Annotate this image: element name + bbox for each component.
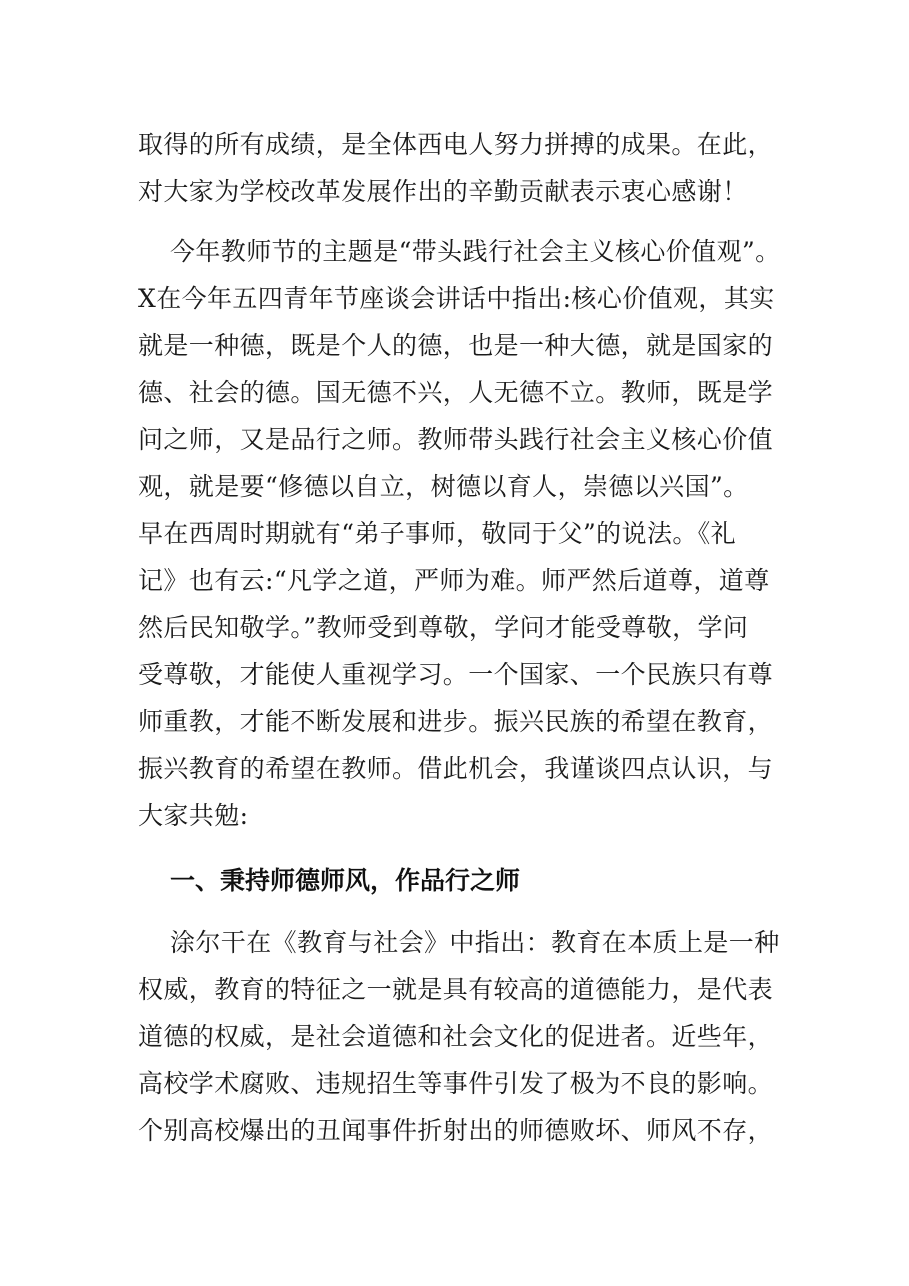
body-text-line: 涂尔干在《教育与社会》中指出：教育在本质上是一种 — [170, 928, 780, 957]
body-text-line: 早在西周时期就有“弟子事师，敬同于父”的说法。《礼 — [138, 519, 737, 548]
body-text-line: 个别高校爆出的丑闻事件折射出的师德败坏、师风不存， — [138, 1116, 774, 1145]
body-text-line: 今年教师节的主题是“带头践行社会主义核心价值观”。 — [170, 237, 781, 266]
body-text-line: 道德的权威，是社会道德和社会文化的促进者。近些年， — [138, 1022, 774, 1051]
body-text-line: X在今年五四青年节座谈会讲话中指出:核心价值观，其实 — [138, 284, 775, 313]
body-text-line: 权威，教育的特征之一就是具有较高的道德能力，是代表 — [138, 975, 774, 1004]
body-text-line: 高校学术腐败、违规招生等事件引发了极为不良的影响。 — [138, 1069, 774, 1098]
body-text-line: 师重教，才能不断发展和进步。振兴民族的希望在教育， — [138, 707, 774, 736]
body-text-line: 大家共勉: — [138, 801, 249, 830]
body-text-line: 就是一种德，既是个人的德，也是一种大德，就是国家的 — [138, 331, 774, 360]
section-heading: 一、秉持师德师风，作品行之师 — [170, 866, 521, 895]
body-text-line: 德、社会的德。国无德不兴，人无德不立。教师，既是学 — [138, 378, 774, 407]
body-text-line: 振兴教育的希望在教师。借此机会，我谨谈四点认识，与 — [138, 754, 774, 783]
body-text-line: 对大家为学校改革发展作出的辛勤贡献表示衷心感谢！ — [138, 177, 748, 206]
body-text-line: 问之师，又是品行之师。教师带头践行社会主义核心价值 — [138, 425, 774, 454]
body-text-line: 取得的所有成绩，是全体西电人努力拼搏的成果。在此， — [138, 130, 774, 159]
body-text-line: 观，就是要“修德以自立，树德以育人，崇德以兴国”。 — [138, 472, 749, 501]
body-text-line: 然后民知敬学。”教师受到尊敬，学问才能受尊敬，学问 — [138, 613, 749, 642]
body-text-line: 受尊敬，才能使人重视学习。一个国家、一个民族只有尊 — [138, 660, 774, 689]
body-text-line: 记》也有云:“凡学之道，严师为难。师严然后道尊，道尊 — [138, 566, 770, 595]
